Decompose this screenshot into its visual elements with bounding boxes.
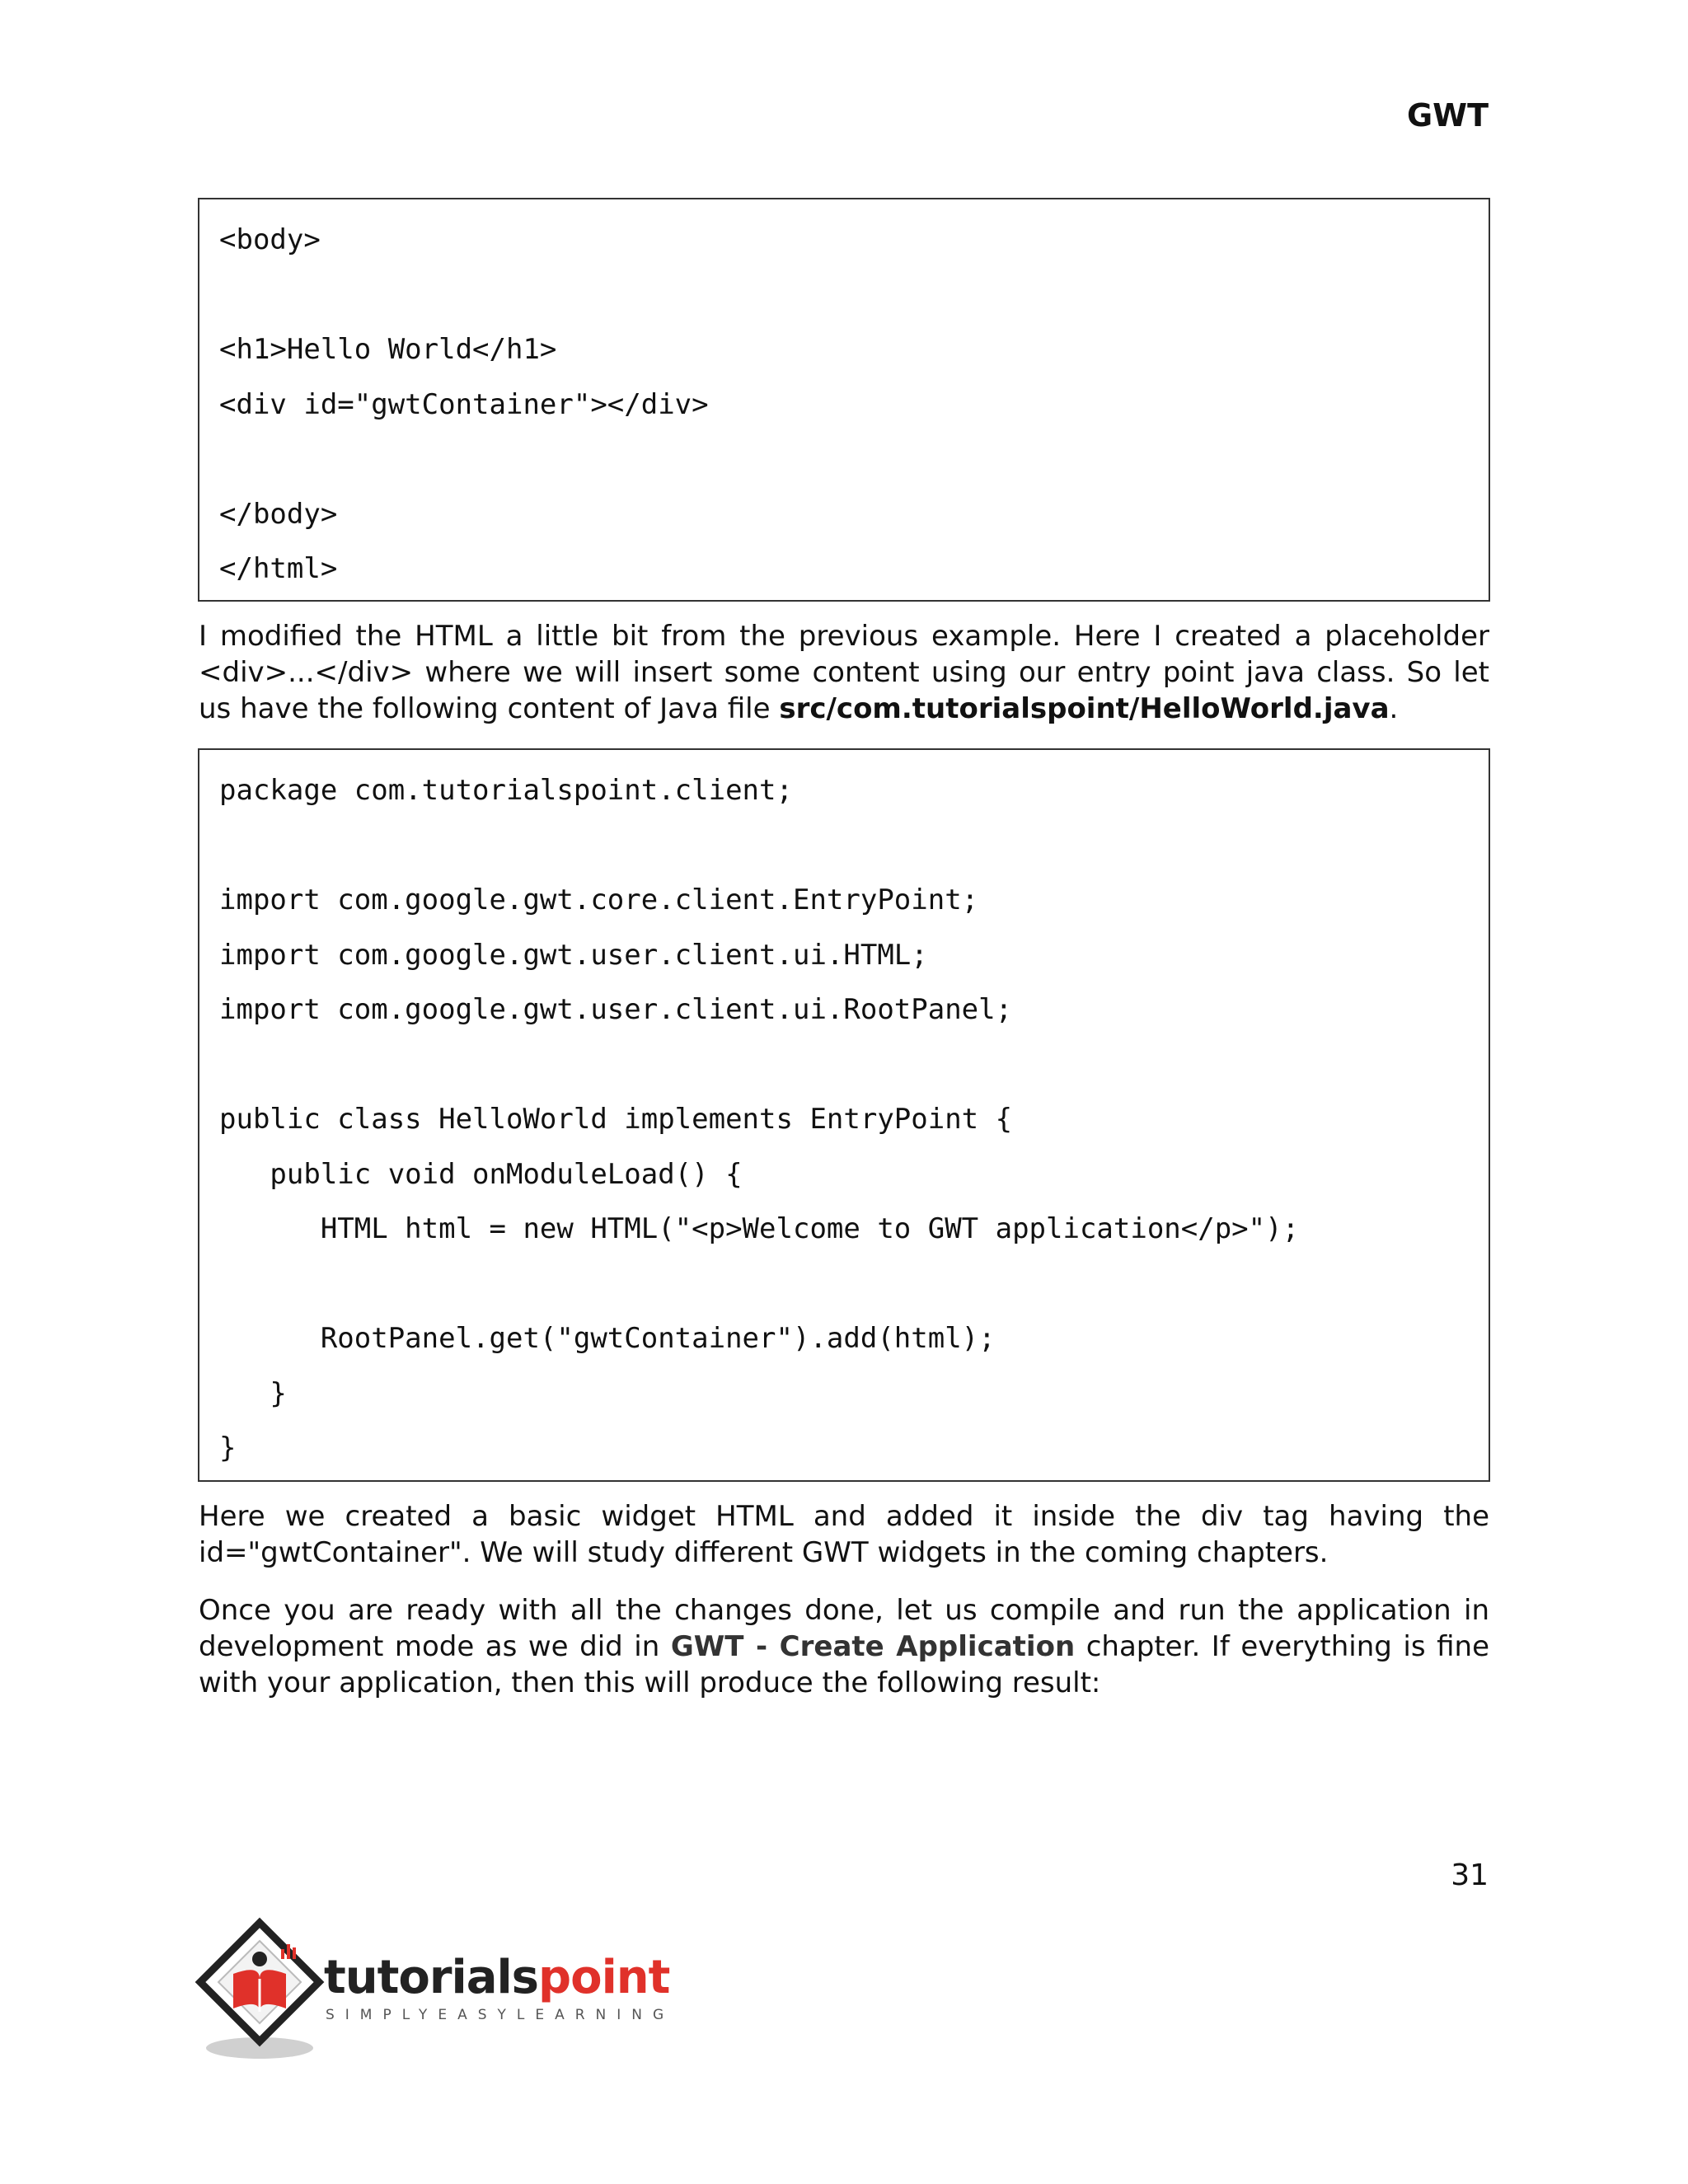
code-line: import com.google.gwt.core.client.EntryPoint; (219, 883, 979, 916)
paragraph-text: Once you are ready with all the changes done, let us compile and run the application in development mode as we did in (199, 1594, 1489, 1663)
java-file-path: src/com.tutorialspoint/HelloWorld.java (779, 692, 1390, 725)
logo-wordmark (324, 1951, 669, 2004)
code-line: <div id="gwtContainer"></div> (219, 387, 709, 421)
paragraph-compile-run (199, 1592, 1489, 1701)
code-line (219, 432, 1469, 487)
paragraph-widget-explanation: Here we created a basic widget HTML and added it inside the div tag having the id="gwtContainer". We will study different GWT widgets in the coming chapters. (199, 1500, 1489, 1569)
code-line: } (219, 1432, 237, 1465)
logo-tagline: SIMPLYEASYLEARNING (326, 2007, 675, 2023)
java-code-block (198, 748, 1490, 1482)
code-line: <h1>Hello World</h1> (219, 333, 557, 366)
code-line: </html> (219, 552, 338, 585)
paragraph-text: . (1389, 692, 1399, 725)
code-line: HTML html = new HTML("<p>Welcome to GWT application</p>"); (219, 1212, 1300, 1245)
logo-wordmark-part: point (538, 1951, 670, 2004)
html-code-block (198, 198, 1490, 602)
page-number: 31 (1451, 1858, 1489, 1892)
code-line (219, 1038, 1469, 1093)
code-line: </body> (219, 497, 338, 531)
code-line: package com.tutorialspoint.client; (219, 774, 793, 807)
code-line: import com.google.gwt.user.client.ui.RootPanel; (219, 993, 1013, 1026)
chapter-link-text: GWT - Create Application (670, 1630, 1076, 1663)
code-line (219, 818, 1469, 874)
logo-emblem-icon (194, 1916, 326, 2069)
paragraph-html-modified (199, 618, 1489, 727)
tutorialspoint-logo (194, 1916, 675, 2069)
code-line: RootPanel.get("gwtContainer").add(html); (219, 1322, 996, 1355)
code-line: } (219, 1376, 287, 1410)
code-line (219, 268, 1469, 323)
code-line: <body> (219, 223, 321, 256)
page-header-title: GWT (1406, 97, 1489, 134)
code-line (219, 1257, 1469, 1312)
code-line: public void onModuleLoad() { (219, 1157, 743, 1191)
paragraph-text: I modified the HTML a little bit from the previous example. Here I created a placeholder <div>...</div> where we will insert some content using our entry point java class. So let us have the following content of Java file (199, 620, 1489, 725)
code-line: import com.google.gwt.user.client.ui.HTML; (219, 938, 928, 972)
paragraph-text: chapter. If everything is fine with your application, then this will produce the following result: (199, 1630, 1489, 1699)
logo-wordmark-part: tutorials (324, 1951, 539, 2004)
code-line: public class HelloWorld implements EntryPoint { (219, 1103, 1013, 1136)
